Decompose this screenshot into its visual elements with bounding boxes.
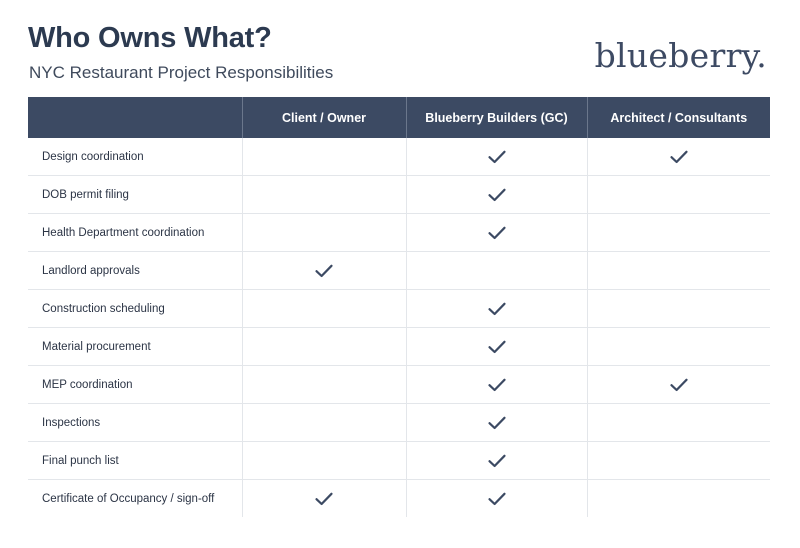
checkmark-icon xyxy=(487,491,507,507)
table-row xyxy=(28,366,770,404)
checkmark-icon xyxy=(487,339,507,355)
cell-client-owner xyxy=(242,176,406,214)
checkmark-icon xyxy=(487,301,507,317)
cell-builders-gc xyxy=(406,138,587,176)
checkmark-icon xyxy=(314,491,334,507)
cell-client-owner xyxy=(242,214,406,252)
checkmark-icon xyxy=(487,149,507,165)
table-row xyxy=(28,214,770,252)
checkmark-icon xyxy=(487,187,507,203)
checkmark-icon xyxy=(314,263,334,279)
task-label: Final punch list xyxy=(28,442,242,480)
checkmark-icon xyxy=(669,377,689,393)
table-row xyxy=(28,404,770,442)
cell-architect-consultants xyxy=(587,404,770,442)
cell-builders-gc xyxy=(406,366,587,404)
table-row xyxy=(28,252,770,290)
task-label: Certificate of Occupancy / sign-off xyxy=(28,480,242,518)
cell-builders-gc xyxy=(406,442,587,480)
cell-builders-gc xyxy=(406,404,587,442)
page-subtitle: NYC Restaurant Project Responsibilities xyxy=(29,63,334,82)
responsibility-table xyxy=(28,97,770,517)
cell-architect-consultants xyxy=(587,366,770,404)
column-header-client-owner: Client / Owner xyxy=(242,97,406,138)
table-header-row xyxy=(28,97,770,138)
table-row xyxy=(28,480,770,518)
task-label: Design coordination xyxy=(28,138,242,176)
cell-client-owner xyxy=(242,442,406,480)
cell-client-owner xyxy=(242,138,406,176)
cell-client-owner xyxy=(242,328,406,366)
table-row xyxy=(28,442,770,480)
checkmark-icon xyxy=(487,453,507,469)
cell-builders-gc xyxy=(406,290,587,328)
cell-builders-gc xyxy=(406,328,587,366)
checkmark-icon xyxy=(487,415,507,431)
cell-architect-consultants xyxy=(587,252,770,290)
column-header-architect-consultants: Architect / Consultants xyxy=(587,97,770,138)
cell-builders-gc xyxy=(406,252,587,290)
task-label: Material procurement xyxy=(28,328,242,366)
brand-logo: blueberry. xyxy=(594,36,767,75)
table-row xyxy=(28,138,770,176)
cell-builders-gc xyxy=(406,214,587,252)
column-header-task xyxy=(28,97,242,138)
cell-client-owner xyxy=(242,290,406,328)
cell-builders-gc xyxy=(406,176,587,214)
cell-architect-consultants xyxy=(587,480,770,518)
cell-architect-consultants xyxy=(587,214,770,252)
cell-client-owner xyxy=(242,480,406,518)
task-label: Construction scheduling xyxy=(28,290,242,328)
checkmark-icon xyxy=(669,149,689,165)
cell-architect-consultants xyxy=(587,176,770,214)
task-label: Landlord approvals xyxy=(28,252,242,290)
cell-architect-consultants xyxy=(587,442,770,480)
cell-client-owner xyxy=(242,366,406,404)
task-label: MEP coordination xyxy=(28,366,242,404)
cell-architect-consultants xyxy=(587,290,770,328)
cell-client-owner xyxy=(242,404,406,442)
table-row xyxy=(28,328,770,366)
table-row xyxy=(28,176,770,214)
task-label: DOB permit filing xyxy=(28,176,242,214)
task-label: Health Department coordination xyxy=(28,214,242,252)
column-header-builders-gc: Blueberry Builders (GC) xyxy=(406,97,587,138)
cell-architect-consultants xyxy=(587,328,770,366)
table-row xyxy=(28,290,770,328)
cell-client-owner xyxy=(242,252,406,290)
page-title: Who Owns What? xyxy=(28,22,272,54)
table-body xyxy=(28,138,770,517)
task-label: Inspections xyxy=(28,404,242,442)
cell-architect-consultants xyxy=(587,138,770,176)
cell-builders-gc xyxy=(406,480,587,518)
checkmark-icon xyxy=(487,377,507,393)
checkmark-icon xyxy=(487,225,507,241)
